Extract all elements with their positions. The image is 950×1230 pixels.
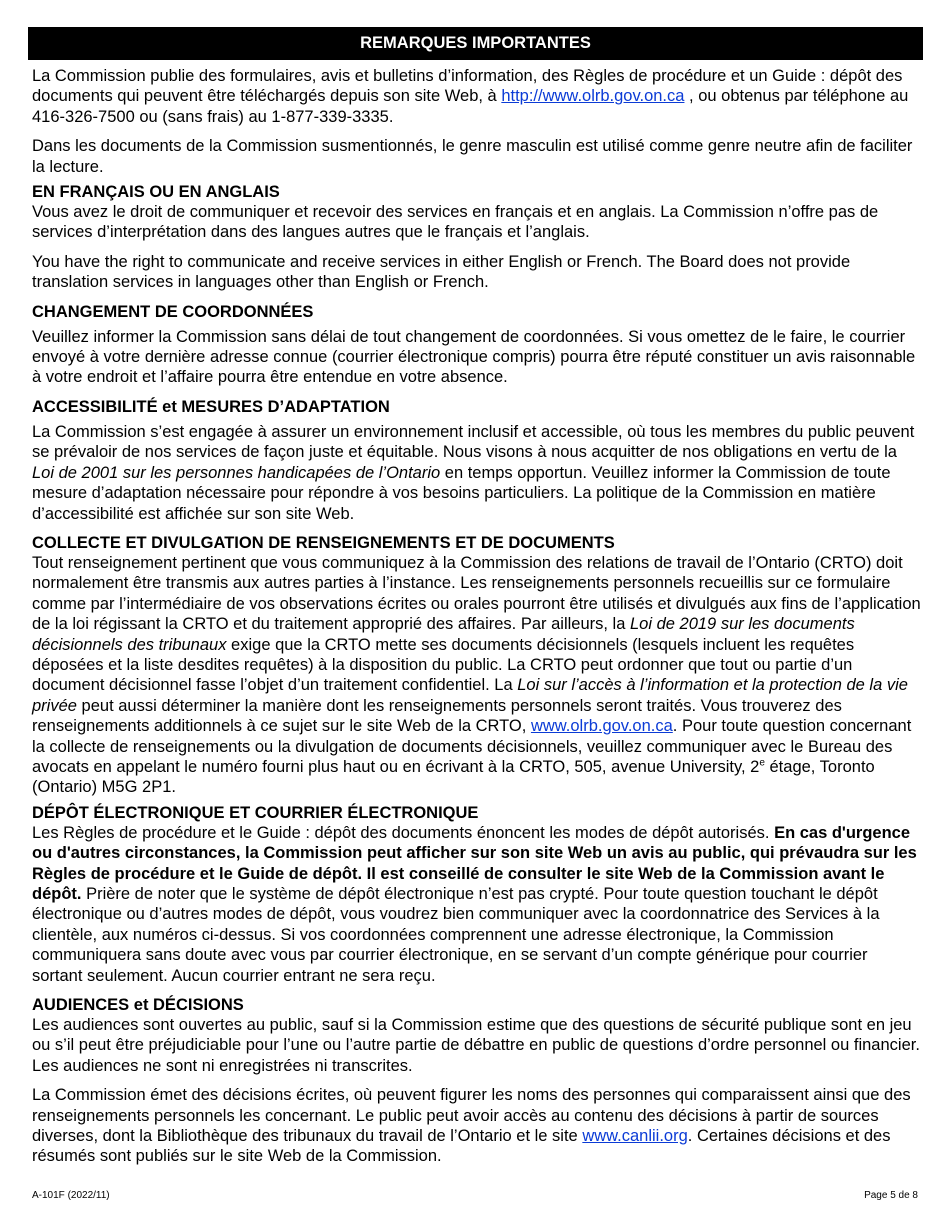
document-page <box>28 27 923 1167</box>
hearings-paragraph: Les audiences sont ouvertes au public, sauf si la Commission estime que des questions de sécurité publique sont en jeu ou s’il peut être préjudiciable pour l’une ou l’autre partie de débattre en public de questions d’ordre personnel ou financier. Les audiences ne sont ni enregistrées ni transcrites. <box>32 1016 920 1075</box>
adjudicative-records-law-title: Loi de 2019 sur les documents décisionnels des tribunaux <box>32 615 855 654</box>
language-paragraph-en: You have the right to communicate and receive services in either English or French. The Board does not provide translation services in languages other than English or French. <box>32 252 851 292</box>
language-heading: EN FRANÇAIS OU EN ANGLAIS <box>32 183 280 202</box>
privacy-law-title: Loi sur l’accès à l’information et la protection de la vie privée <box>32 676 908 715</box>
efiling-notice-bold: En cas d'urgence ou d'autres circonstances, la Commission peut afficher sur son site Web un avis au public, qui prévaudra sur les Règles de procédure et le Guide de dépôt. Il est conseillé de consulter le site Web de la Commission avant le dépôt. <box>32 823 917 903</box>
hearings-heading: AUDIENCES et DÉCISIONS <box>32 996 244 1015</box>
accessibility-heading: ACCESSIBILITÉ et MESURES D’ADAPTATION <box>32 397 390 416</box>
gender-note-paragraph: Dans les documents de la Commission susmentionnés, le genre masculin est utilisé comme genre neutre afin de faciliter la lecture. <box>32 137 913 176</box>
section-banner: REMARQUES IMPORTANTES <box>28 27 923 60</box>
intro-paragraph: La Commission publie des formulaires, avis et bulletins d’information, des Règles de procédure et un Guide : dépôt des documents qui peuvent être téléchargés depuis son site Web, à http://www.olrb.gov.on.ca , ou obtenus par téléphone au 416-326-7500 ou (sans frais) au 1-877-339-3335. <box>32 67 909 126</box>
page-number: Page 5 de 8 <box>864 1190 918 1201</box>
form-id: A-101F (2022/11) <box>32 1190 110 1201</box>
efiling-heading: DÉPÔT ÉLECTRONIQUE ET COURRIER ÉLECTRONIQUE <box>32 803 479 822</box>
contact-change-paragraph: Veuillez informer la Commission sans délai de tout changement de coordonnées. Si vous omettez de le faire, le courrier envoyé à votre dernière adresse connue (courrier électronique compris) pourra être réputé constituer un avis raisonnable à votre endroit et l’affaire pourra être entendue en votre absence. <box>32 327 916 387</box>
document-content <box>28 60 923 1167</box>
contact-change-heading: CHANGEMENT DE COORDONNÉES <box>32 302 314 321</box>
canlii-link[interactable]: www.canlii.org <box>582 1127 688 1146</box>
collection-paragraph: Tout renseignement pertinent que vous communiquez à la Commission des relations de travail de l’Ontario (CRTO) doit normalement être transmis aux autres parties à l’instance. Les renseignements personnels recueillis sur ce formulaire comme par l’intermédiaire de vos observations écrites ou orales pourront être utilisés et divulgués aux fins de l’application de la loi régissant la CRTO et du traitement approprié des affaires. Par ailleurs, la Loi de 2019 sur les documents décisionnels des tribunaux exige que la CRTO mette ses documents décisionnels (lesquels incluent les requêtes déposées et la liste desdites requêtes) à la disposition du public. La CRTO peut ordonner que tout ou partie d’un document décisionnel fasse l’objet d’un traitement confidentiel. La Loi sur l’accès à l’information et la protection de la vie privée peut aussi déterminer la manière dont les renseignements personnels seront traités. Vous trouverez des renseignements additionnels à ce sujet sur le site Web de la CRTO, www.olrb.gov.on.ca. Pour toute question concernant la collecte de renseignements ou la divulgation de documents décisionnels, veuillez communiquer avec le Bureau des avocats en appelant le numéro fourni plus haut ou en écrivant à la CRTO, 505, avenue University, 2e étage, Toronto (Ontario) M5G 2P1. <box>32 553 921 797</box>
accessibility-law-title: Loi de 2001 sur les personnes handicapées de l’Ontario <box>32 463 441 482</box>
efiling-paragraph: Les Règles de procédure et le Guide : dépôt des documents énoncent les modes de dépôt autorisés. En cas d'urgence ou d'autres circonstances, la Commission peut afficher sur son site Web un avis au public, qui prévaudra sur les Règles de procédure et le Guide de dépôt. Il est conseillé de consulter le site Web de la Commission avant le dépôt. Prière de noter que le système de dépôt électronique n’est pas crypté. Pour toute question touchant le dépôt électronique ou d’autres modes de dépôt, vous voudrez bien communiquer avec la coordonnatrice des Services à la clientèle, aux numéros ci-dessus. Si vos coordonnées comprennent une adresse électronique, la Commission communiquera sans doute avec vous par courrier électronique, en se servant d’un compte générique pour courrier sortant seulement. Aucun courrier entrant ne sera reçu. <box>32 823 917 985</box>
crto-website-link[interactable]: www.olrb.gov.on.ca <box>530 717 673 736</box>
decisions-paragraph: La Commission émet des décisions écrites, où peuvent figurer les noms des personnes qui comparaissent ainsi que des renseignements personnels les concernant. Le public peut avoir accès au contenu des décisions à partir de sources diverses, dont la Bibliothèque des tribunaux du travail de l’Ontario et le site www.canlii.org. Certaines décisions et des résumés sont publiés sur le site Web de la Commission. <box>32 1086 911 1166</box>
olrb-website-link[interactable]: http://www.olrb.gov.on.ca <box>501 87 685 106</box>
collection-heading: COLLECTE ET DIVULGATION DE RENSEIGNEMENTS ET DE DOCUMENTS <box>32 533 615 552</box>
accessibility-paragraph: La Commission s’est engagée à assurer un environnement inclusif et accessible, où tous les membres du public peuvent se prévaloir de nos services de façon juste et équitable. Nous visons à nous acquitter de nos obligations en vertu de la Loi de 2001 sur les personnes handicapées de l’Ontario en temps opportun. Veuillez informer la Commission de toute mesure d’adaptation nécessaire pour répondre à vos besoins particuliers. La politique de la Commission en matière d’accessibilité est affichée sur son site Web. <box>32 422 915 523</box>
page-footer <box>32 1190 918 1201</box>
language-paragraph-fr: Vous avez le droit de communiquer et recevoir des services en français et en anglais. La Commission n’offre pas de services d’interprétation dans des langues autres que le français et l’anglais. <box>32 203 879 242</box>
